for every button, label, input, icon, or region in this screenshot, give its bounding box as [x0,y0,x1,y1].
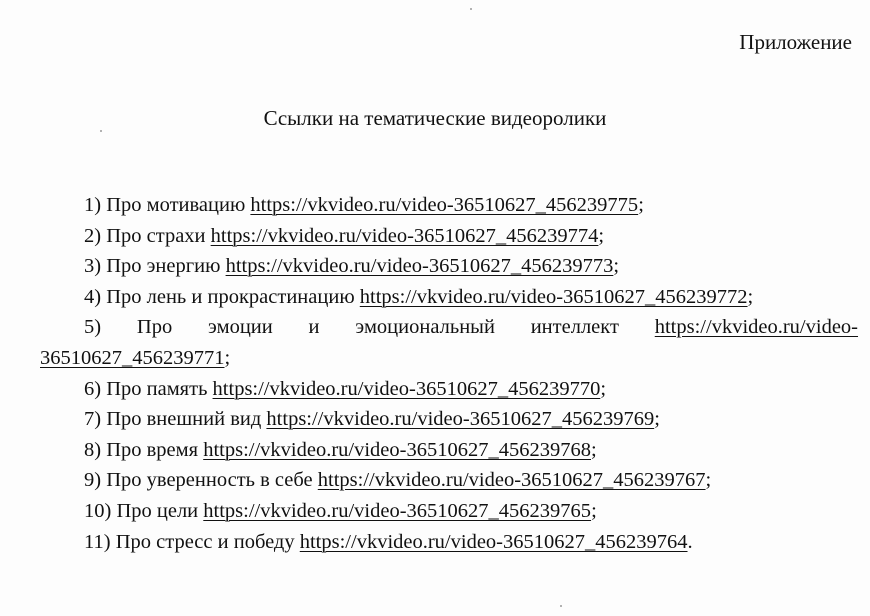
item-topic: Про память [106,377,213,400]
video-link[interactable]: https://vkvideo.ru/video-36510627_456239772 [359,285,748,308]
item-number: 4) [84,285,107,308]
item-number: 6) [84,377,107,400]
video-link[interactable]: https://vkvideo.ru/video-36510627_456239769 [266,408,655,431]
video-link[interactable]: https://vkvideo.ru/video-36510627_456239764 [299,530,688,553]
item-number: 11) [84,530,116,553]
item-number: 1) [84,194,107,216]
scan-speck [470,8,472,10]
video-link[interactable]: https://vkvideo.ru/video-36510627_456239774 [210,224,599,247]
list-item [40,465,858,496]
list-item [40,312,858,373]
video-links-list [40,190,858,557]
item-topic: Про энергию [106,255,226,278]
appendix-label: Приложение [739,30,852,54]
video-link[interactable]: https://vkvideo.ru/video-36510627_456239768 [203,438,591,461]
item-topic: Про цели [116,499,204,522]
item-punct: ; [638,194,644,216]
list-item [40,282,858,313]
item-number: 8) [84,438,107,461]
item-punct: ; [591,499,597,522]
item-topic: Про эмоции и эмоциональный интеллект [136,316,619,339]
list-item [40,221,858,252]
list-item [40,404,858,435]
item-punct: ; [598,224,605,247]
list-item [40,435,858,466]
list-item [40,251,858,282]
item-punct: . [687,530,693,553]
item-number: 2) [84,224,107,247]
item-punct: ; [747,285,754,308]
list-item [40,496,858,527]
item-topic: Про мотивацию [106,194,251,216]
item-punct: ; [705,469,712,492]
scan-speck [560,605,562,607]
item-topic: Про внешний вид [106,408,267,431]
video-link[interactable]: https://vkvideo.ru/video-36510627_456239770 [212,377,601,400]
item-punct: ; [654,408,660,431]
item-number: 9) [84,469,107,492]
item-punct: ; [590,438,597,461]
video-link[interactable]: https://vkvideo.ru/video-36510627_456239767 [317,469,706,492]
item-topic: Про стресс и победу [115,530,300,553]
item-topic: Про лень и прокрастинацию [106,285,360,308]
page-title: Ссылки на тематические видеоролики [263,106,607,130]
item-topic: Про время [106,438,204,461]
video-link[interactable]: https://vkvideo.ru/video-36510627_456239775 [250,194,639,216]
scan-speck [100,130,102,132]
item-topic: Про страхи [106,224,211,247]
list-item [40,374,858,405]
item-number: 3) [84,255,107,278]
item-number: 10) [84,499,117,522]
item-punct: ; [600,377,607,400]
item-topic: Про уверенность в себе [106,469,318,492]
item-number: 5) [84,316,102,339]
list-item [40,190,858,221]
video-link[interactable]: https://vkvideo.ru/video-36510627_456239773 [225,255,614,278]
item-punct: ; [613,255,620,278]
video-link[interactable]: https://vkvideo.ru/video-36510627_456239771 [40,316,859,369]
item-number: 7) [84,408,107,431]
video-link[interactable]: https://vkvideo.ru/video-36510627_456239765 [203,499,592,522]
list-item [40,527,858,558]
item-punct: ; [224,346,231,369]
